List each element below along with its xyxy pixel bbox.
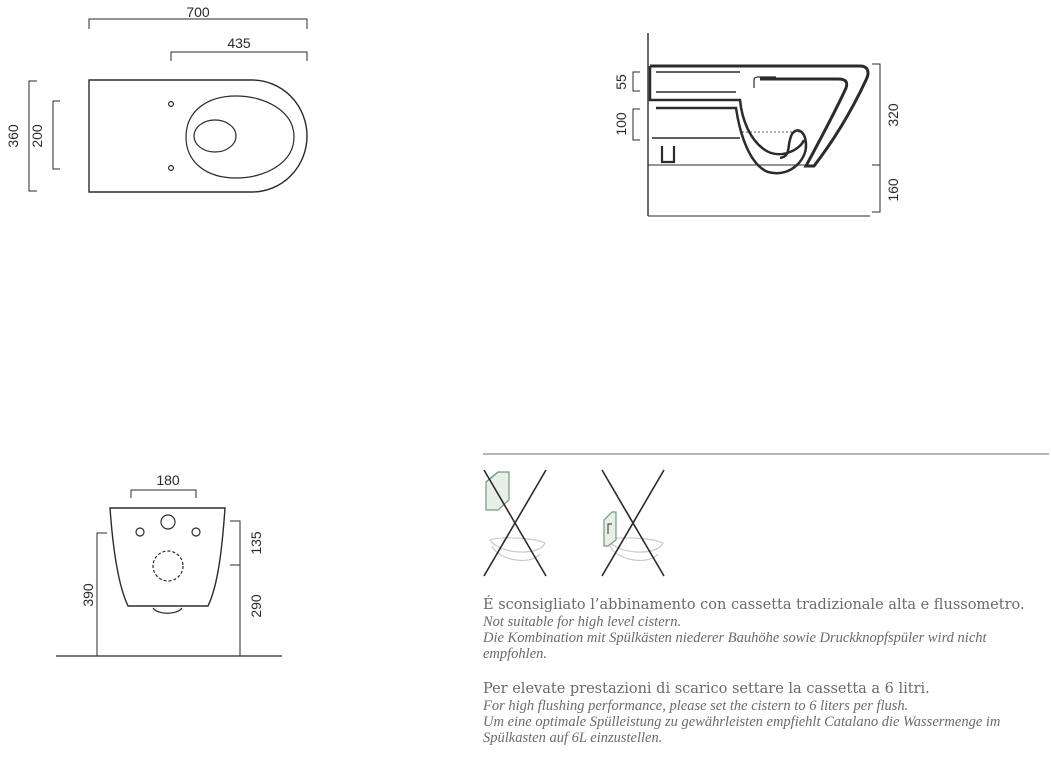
fixing-hole-top xyxy=(169,102,174,107)
dim-label-200: 200 xyxy=(29,124,45,148)
dim-label-700: 700 xyxy=(186,4,210,20)
dim-label-135: 135 xyxy=(248,531,264,555)
dim-line-135-290 xyxy=(230,521,240,656)
outlet-spigot xyxy=(662,146,674,162)
dim-line-160 xyxy=(872,165,880,212)
installation-notes xyxy=(483,596,1043,746)
note-flush-it: Per elevate prestazioni di scarico settare la cassetta a 6 litri. xyxy=(483,681,930,697)
high-cistern-icon xyxy=(484,470,546,576)
note-cistern-de: Die Kombination mit Spülkästen niederer Bauhöhe sowie Druckknopfspüler wird nicht empfohlen. xyxy=(483,630,987,662)
rear-view xyxy=(56,472,282,656)
dim-line-180 xyxy=(131,490,196,498)
bowl-outline-rear xyxy=(110,508,225,606)
dim-line-700 xyxy=(89,19,307,29)
fixing-hole-left xyxy=(136,528,144,536)
dim-line-435 xyxy=(171,52,307,61)
note-cistern-it: É sconsigliato l’abbinamento con cassetta tradizionale alta e flussometro. xyxy=(483,597,1025,613)
flush-valve-icon xyxy=(602,470,664,576)
dim-line-100 xyxy=(633,109,640,140)
dim-label-360: 360 xyxy=(5,124,21,148)
trap-profile xyxy=(656,108,806,173)
bowl-opening xyxy=(194,120,236,152)
dim-label-160: 160 xyxy=(885,178,901,202)
top-view xyxy=(5,4,307,192)
note-cistern-en: Not suitable for high level cistern. xyxy=(483,614,682,630)
outlet-hole xyxy=(153,551,183,581)
high-cistern-box xyxy=(486,472,509,510)
dim-label-320: 320 xyxy=(885,103,901,127)
bowl-outline-top xyxy=(89,80,307,192)
fixing-hole-center xyxy=(161,515,175,529)
fixing-hole-right xyxy=(192,528,200,536)
flush-valve-box xyxy=(604,512,616,546)
notes-spacer xyxy=(483,662,1043,680)
dim-line-200 xyxy=(53,101,60,169)
note-flush-de: Um eine optimale Spülleistung zu gewährleisten empfiehlt Catalano die Wassermenge im Spülkasten auf 6L einzustellen. xyxy=(483,714,1001,746)
rim-inner xyxy=(186,96,294,178)
bowl-profile-outer xyxy=(650,66,868,166)
dim-line-390 xyxy=(97,533,107,656)
dim-label-390: 390 xyxy=(80,583,96,607)
fixing-hole-bottom xyxy=(169,166,174,171)
dim-line-55 xyxy=(633,72,640,91)
dim-label-435: 435 xyxy=(227,35,251,51)
dim-label-100: 100 xyxy=(613,112,629,136)
dim-label-55: 55 xyxy=(613,74,629,90)
note-flush-en: For high flushing performance, please set the cistern to 6 liters per flush. xyxy=(483,698,909,714)
inlet-passages xyxy=(652,72,740,138)
dim-line-320 xyxy=(872,64,880,165)
outlet-curve xyxy=(153,608,182,613)
dim-label-180: 180 xyxy=(156,472,180,488)
dim-label-290: 290 xyxy=(248,594,264,618)
side-view xyxy=(613,33,901,216)
ghost-bowl-icon xyxy=(490,538,545,552)
